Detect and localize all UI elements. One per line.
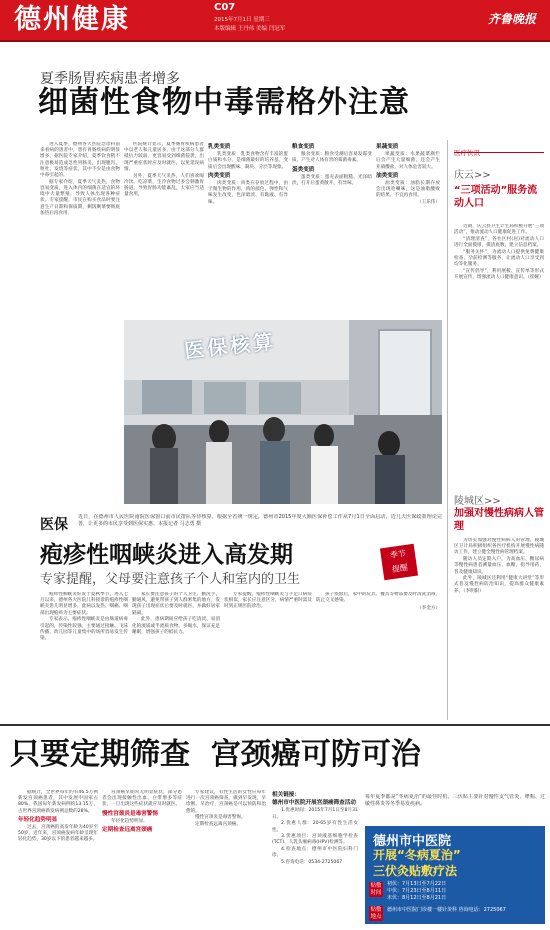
lead-kicker: 夏季肠胃疾病患者增多 — [40, 71, 180, 87]
third-notice — [272, 790, 358, 926]
sidebar-title-1: “三项活动”服务流动人口 — [454, 185, 538, 209]
sidebar-tab — [454, 140, 544, 157]
lead-subhead: 乳类变质 — [208, 144, 231, 150]
ad-schedule-item: 末伏：8月12日至8月21日 — [387, 895, 447, 901]
page-number: C07 — [214, 2, 236, 13]
third-paragraph: 宫颈癌早期常无明显症状，部分患者会出现接触性出血、白带增多等症状，一旦出现这些症状就应及时就医。 — [102, 790, 182, 808]
second-paragraph: 家长要注意孩子的个人卫生，勤洗手、勤通风，避免带孩子到人群密集的地方，发现孩子出现症状后要及时就医，并做好居家隔离。 — [132, 592, 220, 616]
section-rule — [0, 724, 550, 726]
lead-paragraph: 据专家介绍，夏季天气炎热，食物容易变质，进入体内的细菌在适宜的环境中大量繁殖，导致人体出现各种症状。专家提醒，市民在购买食品时要注意生产日期和保质期，剩饭剩菜要彻底加热后再食用。 — [40, 179, 120, 216]
second-col-1 — [40, 592, 128, 718]
notice-item: 2.优惠人群：20-65岁有性生活女性。 — [272, 821, 358, 833]
ad-schedule-label: 贴敷时间 — [370, 883, 382, 896]
second-paragraph: 专家提醒，疱疹性咽峡炎与手足口病症状相似，家长应注意区分，病情严重时需及时到正规医院诊治。 — [224, 592, 312, 610]
lead-col-5 — [376, 142, 440, 324]
lead-paragraph: 乳类变质：乳类食物含有丰富的蛋白质和水分，是细菌最好的培养基，变质后会出现酸味、凝块、分层等现象。 — [208, 152, 288, 170]
second-col-2 — [132, 592, 220, 718]
sidebar-place-2: 陵城区>> — [454, 496, 501, 507]
second-paragraph: 专家表示，疱疹性咽峡炎是由肠道病毒引起的，传染性较强，主要通过接触、飞沫传播，幼儿园等儿童集中的场所容易发生传染。 — [40, 617, 128, 641]
photo-illustration — [124, 320, 442, 504]
lead-subhead: 肉类变质 — [208, 172, 231, 179]
second-paragraph: 疱疹性咽峡炎好发于夏秋季节，进入七月以来，德州各大医院儿科接诊的疱疹性咽峡炎患儿明显增多，此病以发热、咽痛、咽部出现疱疹为主要症状。 — [40, 592, 128, 616]
lead-paragraph: 油类变质：油脂长期存放会出现哈喇味，这是油脂酸败的结果，不宜再食用。 — [376, 181, 440, 199]
logo-bottom-text: 提醒 — [391, 562, 409, 575]
sidebar-paragraph: “服务关怀”，为流动人口提供免费健康检查、孕前检测等服务，让流动人口享受到均等化服务。 — [454, 249, 544, 268]
third-col-2 — [102, 790, 182, 926]
sidebar-paragraph: 近期，庆云县卫生计生局积极开展“三项活动”，推动流动人口健康促进工作。 — [454, 224, 544, 236]
logo-top-text: 季节 — [389, 549, 407, 561]
ad-schedule-item: 初伏：7月13日至7月22日 — [387, 881, 447, 887]
lead-byline: （王乐伟） — [417, 200, 440, 206]
sidebar-title-2: 加强对慢性病病人管理 — [454, 508, 544, 532]
third-paragraph: 定期检查远离宫颈癌。 — [195, 822, 241, 828]
photo-sign-text: 医保核算 — [183, 329, 278, 363]
lead-headline: 细菌性食物中毒需格外注意 — [38, 85, 410, 120]
lead-subhead: 油类变质 — [376, 172, 399, 179]
lead-paragraph: 果蔬变质：水果蔬菜腐烂后会产生大量细菌，还会产生亚硝酸盐，对人体危害较大。 — [376, 152, 440, 170]
ad-intro-text: 每年夏季都是“冬病夏治”的最佳时机，三伏贴主要针对慢性支气管炎、哮喘、过敏性鼻炎等冬季易发疾病。 — [365, 794, 545, 807]
hospital-photo — [124, 320, 442, 504]
notice-subtitle: 德州市中医院开展宫颈癌筛查活动 — [272, 800, 356, 807]
second-byline: （李金方） — [417, 606, 440, 612]
lead-paragraph: 进入夏季，德州各大医院急诊科前来看病的患者中，患有胃肠疾病的明显增多，据医院专家介绍，夏季饮食稍不注意极易造成急性胃肠炎，出现腹泻、呕吐、发烧等症状，其中不少是由食物中毒引起的。 — [40, 142, 120, 179]
sidebar-paragraph: 为切实加强对慢性病病人的管理，陵城区卫计局积极组织各医疗机构开展慢性病随访工作，建立健全慢性病管理档案。 — [454, 538, 544, 556]
lead-col-2 — [124, 142, 204, 324]
editor-line: 本版编辑 王丹伟 美编 闫冠军 — [214, 26, 286, 32]
ad-line-2: 三伏灸贴敷疗法 — [373, 864, 458, 878]
third-paragraph: 年轻化趋势明显。 — [111, 818, 148, 824]
lead-subhead: 果蔬变质 — [376, 144, 399, 150]
third-headline: 只要定期筛查 宫颈癌可防可治 — [10, 737, 421, 772]
second-col-3 — [224, 592, 312, 718]
second-deck: 专家提醒，父母要注意孩子个人和室内的卫生 — [40, 572, 301, 587]
sidebar-paragraph: 此外，陵城区还利用“健康大讲堂”等形式普及慢性病防治知识，提高群众健康素养。（李明阳） — [454, 576, 544, 594]
sidebar-tab-label: 医疗快讯 — [454, 149, 480, 157]
second-col-4 — [316, 592, 440, 718]
notice-item: 5.咨询电话：0534-2725067 — [281, 860, 343, 866]
lead-paragraph: 另外，夏季天气炎热，人们喜欢喝冷饮、吃凉菜，生冷食物过多会刺激胃肠道，导致胃肠功能紊乱，大家应当适量食用。 — [124, 173, 204, 198]
third-col-3 — [186, 790, 266, 926]
sidebar-body-1 — [454, 224, 544, 474]
second-paragraph: 此外，患病期间应给孩子吃清淡、易消化的流质或半流质食物，多喝水，保证充足睡眠，增强孩子的抵抗力。 — [132, 617, 220, 635]
third-paragraph: 过去，宫颈癌的高发年龄为40岁至50岁，近年来，宫颈癌发病年龄呈现年轻化趋势，30岁以下的患者越来越多。 — [18, 825, 98, 843]
second-paragraph: 孩子痊愈后，家中的玩具、餐具等物品要及时清洗消毒，防止交叉感染。 — [316, 592, 440, 604]
third-paragraph: 据统计，全世界每年约有46.5万例新发宫颈癌患者，其中发展中国家占80%，我国每年新发病例约13.15万，占世界宫颈癌新发病例总数的28%。 — [18, 790, 98, 814]
lead-col-3 — [208, 142, 288, 324]
third-paragraph: 专家建议，有性生活的女性应每年进行一次宫颈癌筛查，做到早发现、早诊断、早治疗，宫颈癌是可以预防和治愈的。 — [186, 790, 266, 814]
lead-paragraph: 粮食变质：粮食受潮后容易发霉变质，产生对人体有害的霉菌毒素。 — [292, 152, 372, 164]
ad-address-label: 贴敷地点 — [370, 907, 382, 920]
notice-title: 相关链接： — [272, 792, 300, 798]
third-col-1 — [18, 790, 98, 926]
brand-logo: 齐鲁晚报 — [487, 12, 536, 26]
sidebar-place-1: 庆云>> — [454, 170, 491, 181]
lead-col-1 — [40, 142, 120, 324]
masthead-rule — [0, 40, 550, 42]
third-subhead: 年轻化趋势明显 — [18, 816, 58, 823]
lead-paragraph: 蛋类变质：蛋壳表面粗糙、光泽暗淡，打开后蛋黄散开，有异味。 — [292, 174, 372, 187]
lead-paragraph: 肉类变质：肉类在存放过程中，由于微生物的作用，肉的颜色、弹性和气味发生改变，色泽暗淡、有黏液、有异味。 — [208, 181, 288, 205]
lead-paragraph: 医院统计显示，夏季肠胃疾病患者中以老人和儿童居多，由于这部分人群抵抗力较弱，更容易受到细菌侵袭，出现严重症状时应及时就医，以免延误病情。 — [124, 142, 204, 172]
sidebar-paragraph: “宣传倡导”，利用展板、宣传单等形式开展宣传，增强流动人口健康意识。（崔婉） — [454, 268, 544, 281]
lead-col-4 — [292, 142, 372, 324]
masthead-title: 德州健康 — [14, 4, 130, 35]
photo-caption: 近日，在德州市人民医院南院医保窗口前市民排队等待核算。根据全省统一规定，德州市2015年度大额医保补偿工作从7月1日全面启动，近几天医保政策理论完善，让更多的市民享受到医保实惠。本报记者 马志勇 摄 — [78, 514, 442, 527]
ad-address: 德州市中医院门诊楼一楼针灸科 咨询电话：2725067 — [387, 907, 506, 913]
ad-schedule-item: 中伏：7月23日至8月11日 — [387, 888, 447, 894]
notice-item: 3.优惠项目：宫颈液基细胞学检查(TCT)、人乳头瘤病毒(HPV)检测等。 — [272, 834, 358, 846]
photo-caption-label: 医保 — [40, 517, 68, 533]
sidebar-divider — [447, 140, 448, 720]
ad-schedule — [387, 881, 446, 902]
date-line: 2015年7月1日 星期三 — [214, 17, 270, 23]
lead-subhead: 粮食变质 — [292, 144, 315, 150]
notice-item: 1.优惠时间：2015年7月1日至8月31日。 — [272, 808, 358, 820]
ad-title: 德州市中医院 — [373, 834, 452, 849]
third-paragraph: 慢性宫颈炎是毒害警惕。 — [195, 815, 246, 821]
ad-line-1: 开展“冬病夏治” — [373, 848, 461, 862]
masthead — [0, 0, 550, 40]
notice-item: 4.检查地点：德州市中医院妇科门诊。 — [272, 847, 358, 859]
sidebar-paragraph: “清理清查”，各社区村(居)对流动人口进行全面摸排，摸清底数，建立信息档案。 — [454, 236, 544, 249]
second-headline: 疱疹性咽峡炎进入高发期 — [40, 542, 293, 568]
lead-subhead: 蛋类变质 — [292, 166, 315, 173]
sidebar-paragraph: 随访人员定期入户，为高血压、糖尿病等慢性病患者测量血压、血糖，指导用药，普及健康知识。 — [454, 557, 544, 575]
sidebar-body-2 — [454, 538, 544, 718]
third-subhead: 慢性宫颈炎是毒害警惕 — [102, 810, 158, 817]
ad-box — [365, 826, 545, 924]
third-subhead: 定期检查远离宫颈癌 — [102, 827, 153, 834]
season-reminder-logo — [380, 544, 418, 580]
